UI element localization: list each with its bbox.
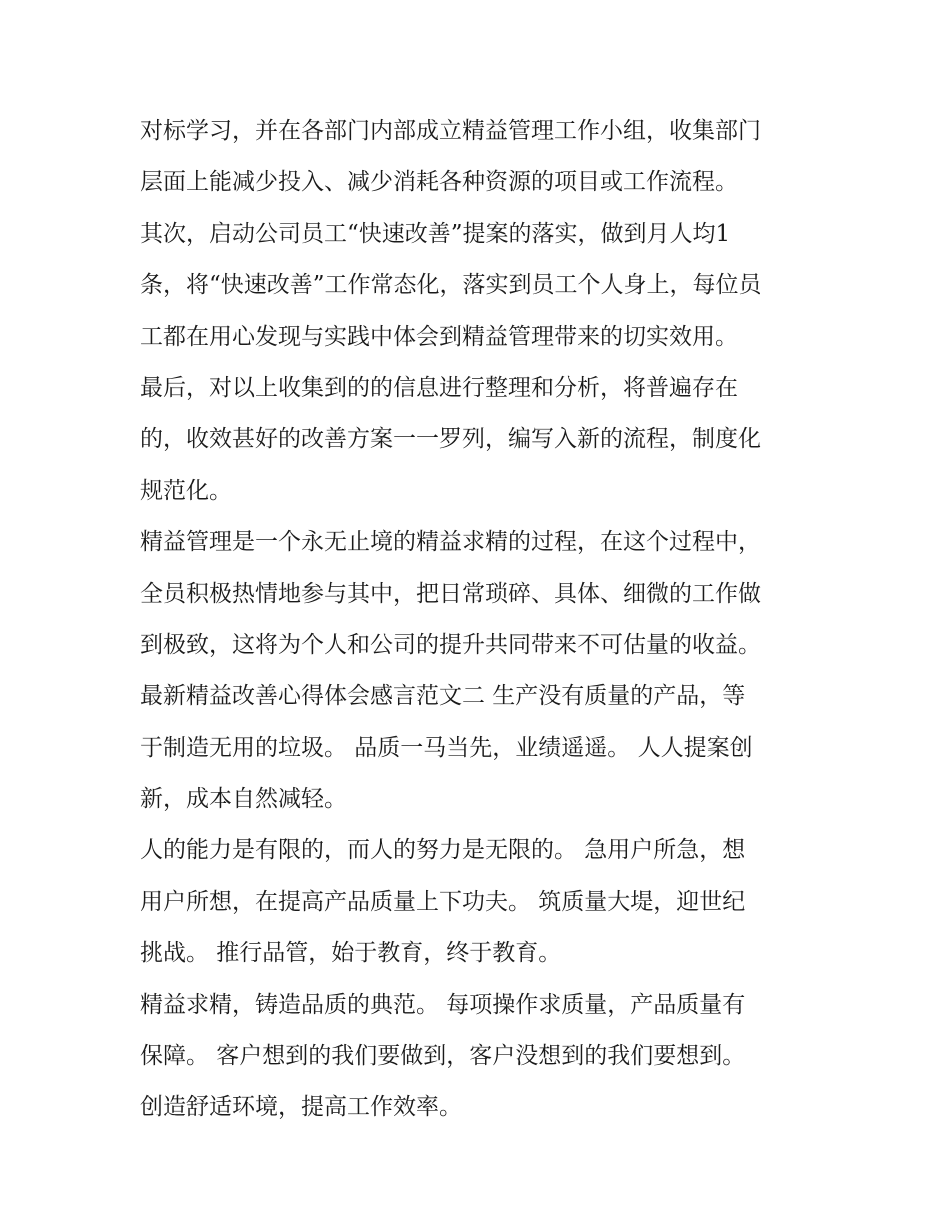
text-line: 人的能力是有限的，而人的努力是无限的。 急用户所急，想 bbox=[140, 837, 746, 864]
text-line: 精益求精，铸造品质的典范。 每项操作求质量，产品质量有 bbox=[140, 991, 746, 1018]
text-line: 创造舒适环境，提高工作效率。 bbox=[140, 1094, 462, 1121]
text-line: 对标学习，并在各部门内部成立精益管理工作小组，收集部门 bbox=[140, 118, 761, 144]
body-text bbox=[140, 106, 830, 1134]
text-line: 用户所想，在提高产品质量上下功夫。 筑质量大堤，迎世纪 bbox=[140, 888, 746, 915]
text-line: 精益管理是一个永无止境的精益求精的过程，在这个过程中， bbox=[140, 529, 761, 556]
text-line: 规范化。 bbox=[140, 477, 232, 504]
text-line: 工都在用心发现与实践中体会到精益管理带来的切实效用。 bbox=[140, 323, 738, 350]
text-line: 新，成本自然减轻。 bbox=[140, 786, 347, 813]
text-line: 挑战。 推行品管，始于教育，终于教育。 bbox=[140, 940, 562, 967]
text-line: 全员积极热情地参与其中，把日常琐碎、具体、细微的工作做 bbox=[140, 580, 761, 607]
text-line: 其次，启动公司员工“快速改善”提案的落实，做到月人均1 bbox=[140, 220, 731, 247]
text-line: 最新精益改善心得体会感言范文二 生产没有质量的产品，等 bbox=[140, 683, 746, 710]
text-line: 到极致，这将为个人和公司的提升共同带来不可估量的收益。 bbox=[140, 631, 761, 658]
text-line: 于制造无用的垃圾。 品质一马当先，业绩遥遥。 人人提案创 bbox=[140, 734, 753, 761]
text-line: 的，收效甚好的改善方案一一罗列，编写入新的流程，制度化 bbox=[140, 426, 761, 453]
text-line: 层面上能减少投入、减少消耗各种资源的项目或工作流程。 bbox=[140, 169, 738, 196]
text-line: 保障。 客户想到的我们要做到，客户没想到的我们要想到。 bbox=[140, 1043, 746, 1070]
text-line: 条，将“快速改善”工作常态化，落实到员工个人身上，每位员 bbox=[140, 272, 762, 299]
text-line: 最后，对以上收集到的的信息进行整理和分析，将普遍存在 bbox=[140, 374, 738, 401]
